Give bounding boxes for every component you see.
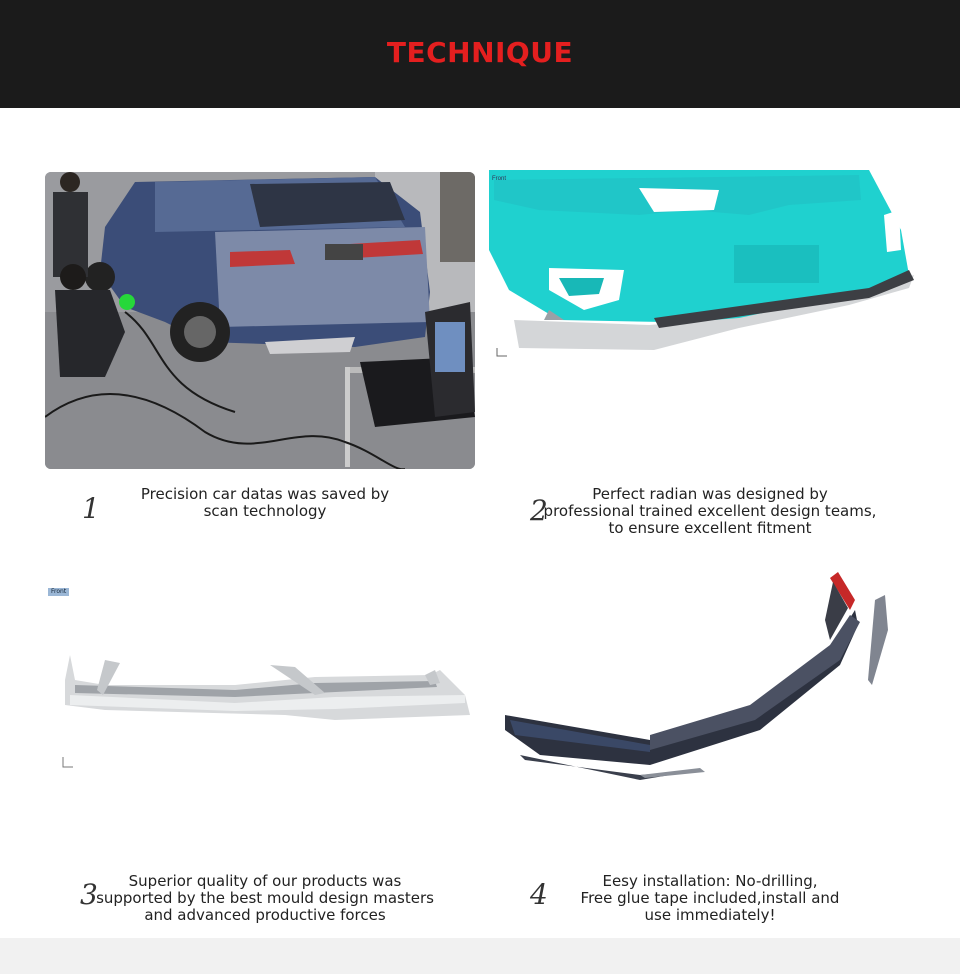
step-caption-1 [85,486,445,520]
caption-line: supported by the best mould design masters [96,889,434,907]
caption-line: Perfect radian was designed by [592,485,828,503]
caption-line: Free glue tape included,install and [580,889,840,907]
caption-line: to ensure excellent fitment [608,519,812,537]
caption-line: use immediately! [644,906,776,924]
caption-line: Precision car datas was saved by [140,485,390,503]
step-caption-2 [530,486,890,537]
header-bar [0,0,960,108]
product-photo [500,570,900,790]
caption-line: and advanced productive forces [144,906,386,924]
page-title: TECHNIQUE [386,36,574,69]
cad-view-tag: Front [48,588,69,596]
step-number-4: 4 [530,878,548,911]
step-caption-3 [85,873,445,924]
footer-band [0,938,960,974]
caption-line: Eesy installation: No-drilling, [602,872,818,890]
scan-photo [45,172,475,469]
cad-model [45,585,475,780]
step-number-2: 2 [530,494,548,527]
caption-line: Superior quality of our products was [128,872,402,890]
caption-line: professional trained excellent design teams, [543,502,877,520]
step-number-3: 3 [80,878,98,911]
svg-text:Front: Front [492,176,507,182]
scan-render [489,170,919,370]
step-number-1: 1 [82,492,100,525]
caption-line: scan technology [203,502,327,520]
step-caption-4 [530,873,890,924]
